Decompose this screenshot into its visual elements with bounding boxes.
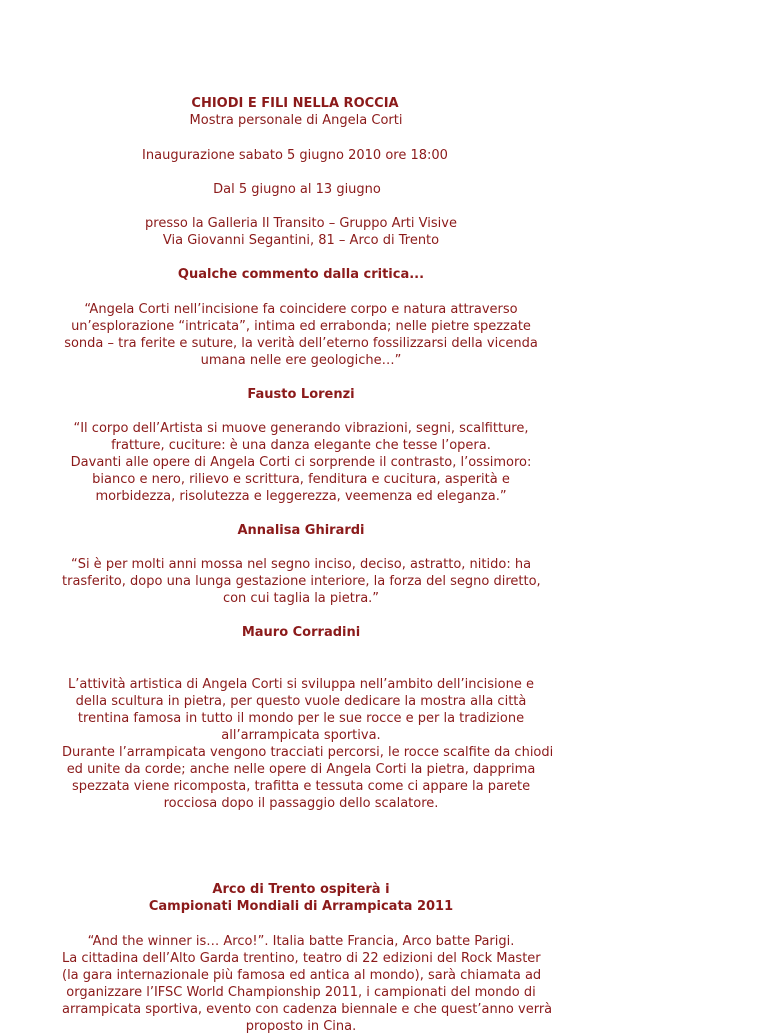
championship-line: proposto in Cina. xyxy=(245,1019,357,1034)
exhibition-subtitle: Mostra personale di Angela Corti xyxy=(189,113,403,128)
description-line: all’arrampicata sportiva. xyxy=(221,728,381,743)
exhibition-title: CHIODI E FILI NELLA ROCCIA xyxy=(191,96,399,111)
critic-quote-3 xyxy=(62,556,540,607)
description-line: della scultura in pietra, per questo vuole dedicare la mostra alla città xyxy=(75,694,527,709)
critic-quote-2 xyxy=(62,420,540,505)
quote-line: fratture, cuciture: è una danza elegante che tesse l’opera. xyxy=(111,438,491,453)
quote-line: “Si è per molti anni mossa nel segno inciso, deciso, astratto, nitido: ha xyxy=(70,557,532,572)
quote-line: umana nelle ere geologiche…” xyxy=(200,353,402,368)
description-line: rocciosa dopo il passaggio dello scalatore. xyxy=(163,796,439,811)
description-line: Durante l’arrampicata vengono tracciati percorsi, le rocce scalfite da chiodi xyxy=(62,745,554,760)
championship-line: arrampicata sportiva, evento con cadenza biennale e che quest’anno verrà xyxy=(62,1002,553,1017)
critic-author-1: Fausto Lorenzi xyxy=(247,387,355,402)
exhibition-dates: Dal 5 giugno al 13 giugno xyxy=(213,182,381,197)
quote-line: “Il corpo dell’Artista si muove generando vibrazioni, segni, scalfitture, xyxy=(73,421,529,436)
championship-line: (la gara internazionale più famosa ed antica al mondo), sarà chiamata ad xyxy=(62,968,542,983)
quote-line: con cui taglia la pietra.” xyxy=(222,591,380,606)
quote-line: Davanti alle opere di Angela Corti ci sorprende il contrasto, l’ossimoro: xyxy=(70,455,532,470)
venue-line-1: presso la Galleria Il Transito – Gruppo Arti Visive xyxy=(145,216,457,231)
championship-paragraph xyxy=(62,933,553,1035)
opening-info: Inaugurazione sabato 5 giugno 2010 ore 18:00 xyxy=(142,148,448,163)
championship-heading-line-2: Campionati Mondiali di Arrampicata 2011 xyxy=(148,899,454,914)
quote-line: trasferito, dopo una lunga gestazione interiore, la forza del segno diretto, xyxy=(62,574,541,589)
critics-heading: Qualche commento dalla critica... xyxy=(177,267,425,282)
critic-quote-1 xyxy=(62,301,540,369)
description-line: trentina famosa in tutto il mondo per le sue rocce e per la tradizione xyxy=(77,711,525,726)
quote-line: un’esplorazione “intricata”, intima ed errabonda; nelle pietre spezzate xyxy=(71,319,531,334)
quote-line: bianco e nero, rilievo e scrittura, fenditura e cucitura, asperità e xyxy=(92,472,510,487)
championship-heading-line-1: Arco di Trento ospiterà i xyxy=(212,882,390,897)
description-line: ed unite da corde; anche nelle opere di Angela Corti la pietra, dapprima xyxy=(66,762,536,777)
championship-heading xyxy=(62,881,540,915)
description-line: spezzata viene ricomposta, trafitta e tessuta come ci appare la parete xyxy=(71,779,531,794)
championship-line: “And the winner is… Arco!”. Italia batte Francia, Arco batte Parigi. xyxy=(87,934,515,949)
description-line: L’attività artistica di Angela Corti si sviluppa nell’ambito dell’incisione e xyxy=(68,677,534,692)
quote-line: sonda – tra ferite e suture, la verità dell’eterno fossilizzarsi della vicenda xyxy=(64,336,538,351)
quote-line: morbidezza, risolutezza e leggerezza, veemenza ed eleganza.” xyxy=(95,489,507,504)
championship-line: La cittadina dell’Alto Garda trentino, teatro di 22 edizioni del Rock Master xyxy=(62,951,541,966)
critic-author-3: Mauro Corradini xyxy=(241,625,361,640)
critic-author-2: Annalisa Ghirardi xyxy=(237,523,365,538)
championship-line: organizzare l’IFSC World Championship 2011, i campionati del mondo di xyxy=(66,985,536,1000)
description-paragraph xyxy=(62,676,554,812)
document-page xyxy=(62,95,554,1035)
venue-line-2: Via Giovanni Segantini, 81 – Arco di Trento xyxy=(162,233,440,248)
quote-line: “Angela Corti nell’incisione fa coincidere corpo e natura attraverso xyxy=(84,302,518,317)
